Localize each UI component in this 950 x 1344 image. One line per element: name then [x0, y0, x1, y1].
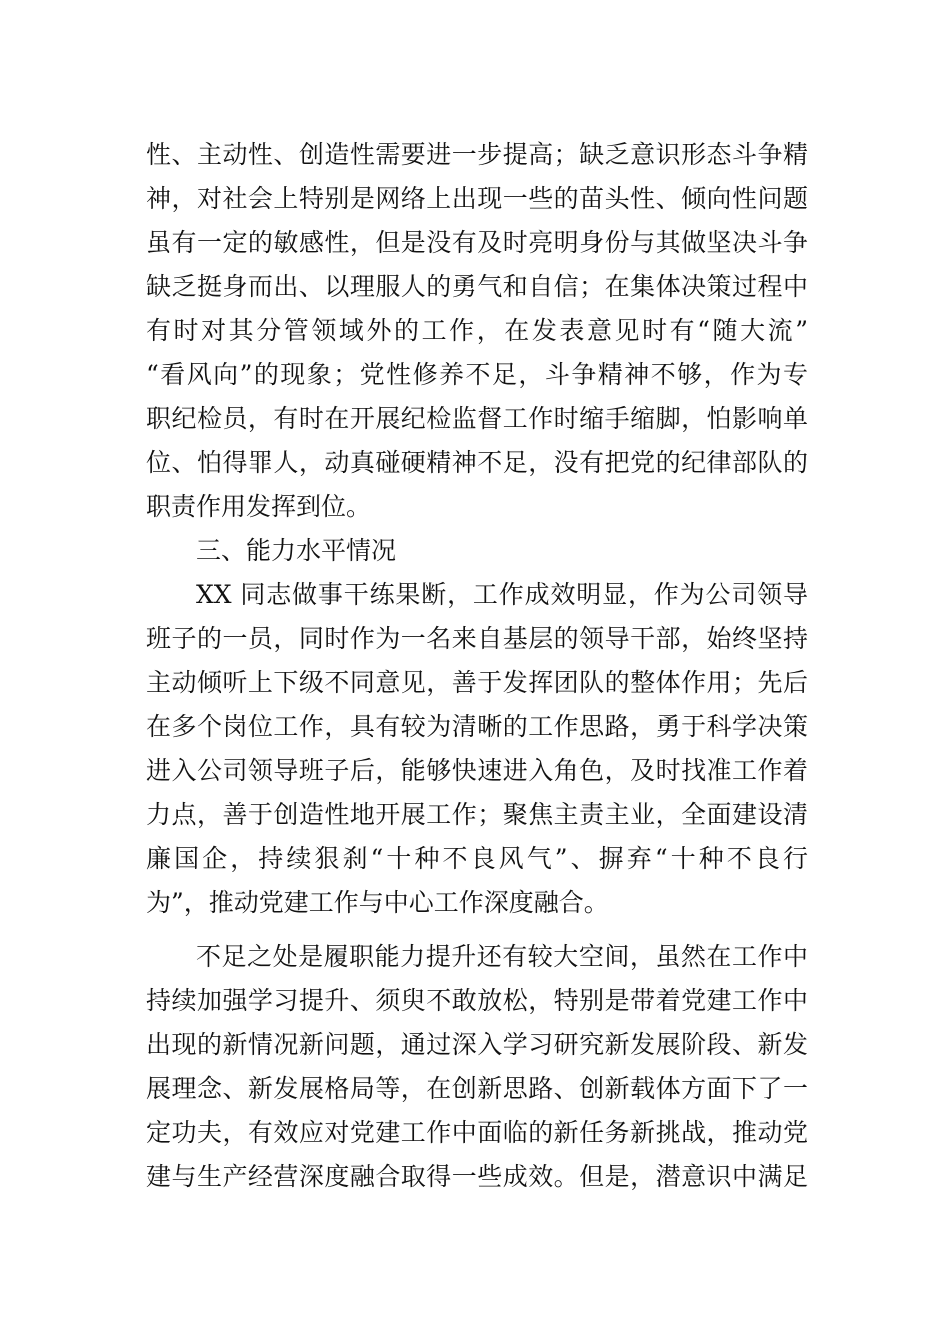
paragraph-2-line: 主动倾听上下级不同意见，善于发挥团队的整体作用；先后: [146, 668, 808, 697]
paragraph-1-line: 职纪检员，有时在开展纪检监督工作时缩手缩脚，怕影响单: [146, 404, 808, 433]
paragraph-1-line: 虽有一定的敏感性，但是没有及时亮明身份与其做坚决斗争: [146, 228, 808, 257]
paragraph-2-line: 进入公司领导班子后，能够快速进入角色，及时找准工作着: [146, 756, 808, 785]
paragraph-2-line: 为”，推动党建工作与中心工作深度融合。: [146, 888, 609, 917]
paragraph-2-line: 廉国企，持续狠刹“十种不良风气”、摒弃“十种不良行: [146, 844, 808, 873]
paragraph-1-line: 性、主动性、创造性需要进一步提高；缺乏意识形态斗争精: [146, 140, 808, 169]
paragraph-2-line: XX 同志做事干练果断，工作成效明显，作为公司领导: [196, 580, 808, 609]
paragraph-2-line: 在多个岗位工作，具有较为清晰的工作思路，勇于科学决策: [146, 712, 808, 741]
paragraph-1-line: 神，对社会上特别是网络上出现一些的苗头性、倾向性问题: [146, 184, 808, 213]
paragraph-3-line: 持续加强学习提升、须臾不敢放松，特别是带着党建工作中: [146, 986, 808, 1015]
paragraph-3-line: 不足之处是履职能力提升还有较大空间，虽然在工作中: [196, 942, 808, 971]
paragraph-2-line: 班子的一员，同时作为一名来自基层的领导干部，始终坚持: [146, 624, 808, 653]
paragraph-3-line: 定功夫，有效应对党建工作中面临的新任务新挑战，推动党: [146, 1118, 808, 1147]
paragraph-1-line: 有时对其分管领域外的工作，在发表意见时有“随大流”: [146, 316, 808, 345]
paragraph-2-line: 力点，善于创造性地开展工作；聚焦主责主业，全面建设清: [146, 800, 808, 829]
paragraph-3-line: 出现的新情况新问题，通过深入学习研究新发展阶段、新发: [146, 1030, 808, 1059]
paragraph-1-line: 缺乏挺身而出、以理服人的勇气和自信；在集体决策过程中: [146, 272, 808, 301]
section-heading: 三、能力水平情况: [196, 536, 397, 565]
paragraph-1-line: 位、怕得罪人，动真碰硬精神不足，没有把党的纪律部队的: [146, 448, 808, 477]
paragraph-1-line: 职责作用发挥到位。: [146, 492, 372, 521]
paragraph-3-line: 展理念、新发展格局等，在创新思路、创新载体方面下了一: [146, 1074, 808, 1103]
paragraph-3-line: 建与生产经营深度融合取得一些成效。但是，潜意识中满足: [146, 1162, 808, 1191]
paragraph-1-line: “看风向”的现象；党性修养不足，斗争精神不够，作为专: [146, 360, 808, 389]
